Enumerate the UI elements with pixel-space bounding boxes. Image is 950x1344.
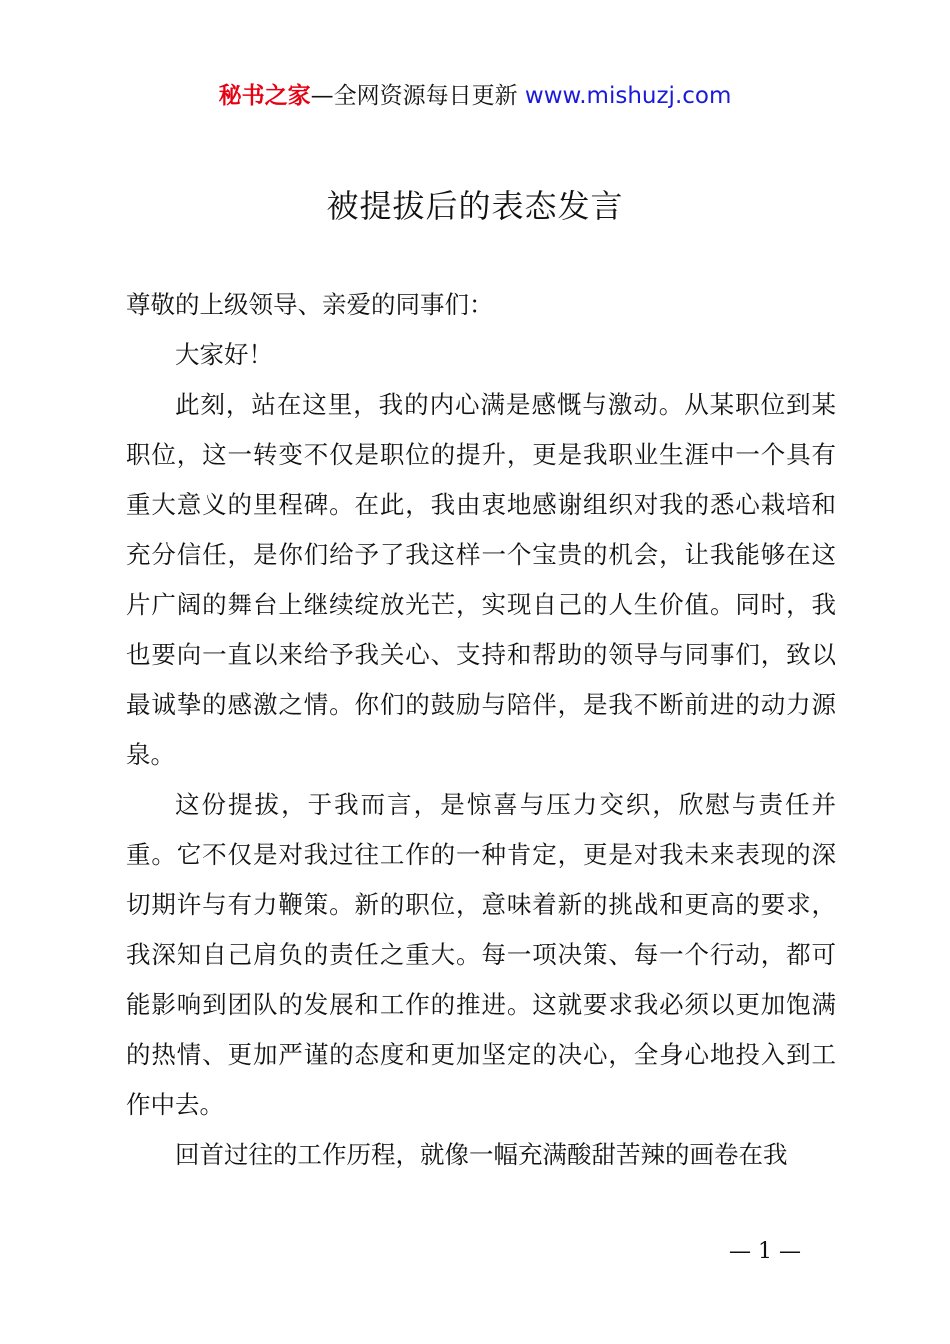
salutation: 尊敬的上级领导、亲爱的同事们： [126,290,494,319]
paragraph: 回首过往的工作历程，就像一幅充满酸甜苦辣的画卷在我 [175,1140,788,1169]
site-header [0,78,950,114]
paragraph: 这份提拔，于我而言，是惊喜与压力交织，欣慰与责任并重。它不仅是对我过往工作的一种肯定，更是对我未来表现的深切期许与有力鞭策。新的职位，意味着新的挑战和更高的要求，我深知自己肩负的责任之重大。每一项决策、每一个行动，都可能影响到团队的发展和工作的推进。这就要求我必须以更加饱满的热情、更加严谨的态度和更加坚定的决心，全身心地投入到工作中去。 [126,790,836,1119]
paragraph: 此刻，站在这里，我的内心满是感慨与激动。从某职位到某职位，这一转变不仅是职位的提升，更是我职业生涯中一个具有重大意义的里程碑。在此，我由衷地感谢组织对我的悉心栽培和充分信任，是你们给予了我这样一个宝贵的机会，让我能够在这片广阔的舞台上继续绽放光芒，实现自己的人生价值。同时，我也要向一直以来给予我关心、支持和帮助的领导与同事们，致以最诚挚的感激之情。你们的鼓励与陪伴，是我不断前进的动力源泉。 [126,390,836,769]
site-name: 秘书之家 [218,83,311,109]
document-title: 被提拔后的表态发言 [326,187,624,225]
site-tagline: —全网资源每日更新 [310,83,518,109]
site-url-link[interactable]: www.mishuzj.com [524,83,732,109]
document-body [126,280,836,1180]
page-number: — 1 — [729,1239,801,1264]
paragraph-greeting: 大家好！ [175,340,273,369]
